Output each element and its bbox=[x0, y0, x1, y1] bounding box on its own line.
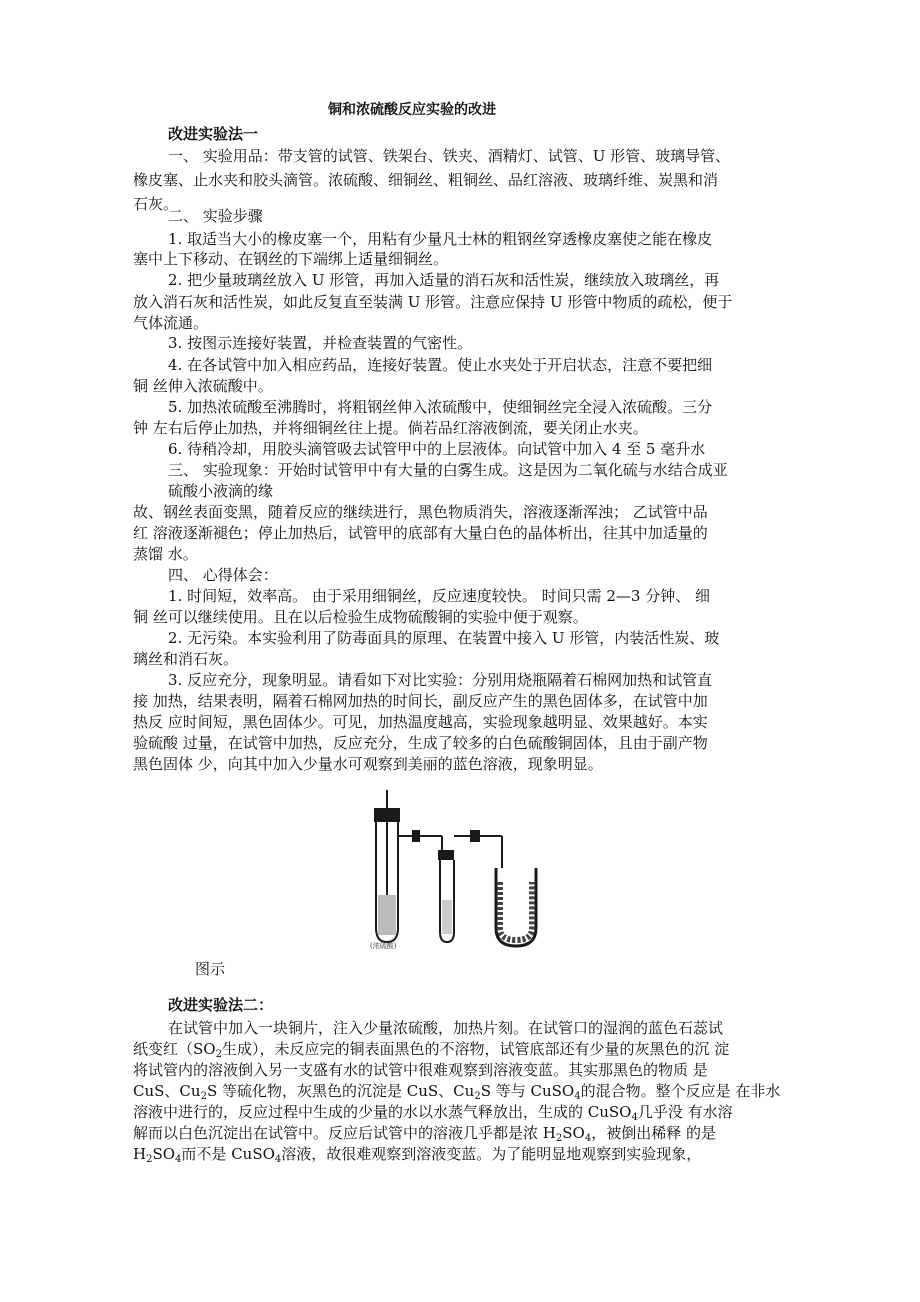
text-line: CuS、$Cu_2S$ 等硫化物，灰黑色的沉淀是 CuS、$Cu_2S$ 等与 CuSO$_4$的混合物。整个反应是 在非水 bbox=[133, 1082, 781, 1102]
text-line: 验硫酸 过量，在试管中加热，反应充分，生成了较多的白色硫酸铜固体，且由于副产物 bbox=[133, 734, 708, 752]
method2-heading: 改进实验法二： bbox=[168, 996, 274, 1014]
text-line: 4. 在各试管中加入相应药品，连接好装置。使止水夹处于开启状态，注意不要把细 bbox=[168, 356, 713, 374]
text-line: $H_2SO_4$而不是 CuSO$_4$溶液，故很难观察到溶液变蓝。为了能明显地观察到实验现象， bbox=[133, 1145, 702, 1165]
text-line: 铜 丝伸入浓硫酸中。 bbox=[133, 377, 273, 395]
text-line: 2. 无污染。本实验利用了防毒面具的原理、在装置中接入 U 形管，内装活性炭、玻 bbox=[168, 629, 720, 647]
text-line: 将试管内的溶液倒入另一支盛有水的试管中很难观察到溶液变蓝。其实那黑色的物质 是 bbox=[133, 1061, 708, 1079]
method1-heading: 改进实验法一 bbox=[168, 125, 259, 143]
text-line: 1. 取适当大小的橡皮塞一个，用粘有少量凡士林的粗钢丝穿透橡皮塞使之能在橡皮 bbox=[168, 230, 713, 248]
clamp bbox=[412, 830, 420, 842]
text-line: 故、钢丝表面变黑，随着反应的继续进行，黑色物质消失，溶液逐渐浑浊； 乙试管中品 bbox=[133, 503, 708, 521]
text-line: 放入消石灰和活性炭，如此反复直至装满 U 形管。注意应保持 U 形管中物质的疏松，便于 bbox=[133, 293, 733, 311]
text-line: 璃丝和消石灰。 bbox=[133, 650, 239, 668]
text-line: 解而以白色沉淀出在试管中。反应后试管中的溶液几乎都是浓 $H_2SO_4$，被倒出稀释 的是 bbox=[133, 1124, 716, 1144]
text-line: 铜 丝可以继续使用。且在以后检验生成物硫酸铜的实验中便于观察。 bbox=[133, 608, 588, 626]
text-line: 纸变红（$SO_2$生成），未反应完的铜表面黑色的不溶物，试管底部还有少量的灰黑色的沉 淀 bbox=[133, 1040, 730, 1060]
text-line: 石灰。 bbox=[133, 195, 179, 213]
stopper-b bbox=[438, 850, 454, 860]
text-line: 蒸馏 水。 bbox=[133, 545, 198, 563]
text-line: 在试管中加入一块铜片，注入少量浓硫酸，加热片刻。在试管口的湿润的蓝色石蕊试 bbox=[168, 1019, 724, 1037]
text-line: 一、 实验用品：带支管的试管、铁架台、铁夹、酒精灯、试管、U 形管、玻璃导管、 bbox=[168, 147, 731, 165]
text-line: 橡皮塞、止水夹和胶头滴管。浓硫酸、细铜丝、粗铜丝、品红溶液、玻璃纤维、炭黑和消 bbox=[133, 171, 719, 189]
document-title: 铜和浓硫酸反应实验的改进 bbox=[328, 102, 496, 118]
text-line: 2. 把少量玻璃丝放入 U 形管，再加入适量的消石灰和活性炭，继续放入玻璃丝，再 bbox=[168, 271, 720, 289]
apparatus-diagram bbox=[350, 790, 580, 950]
acid-liquid bbox=[378, 895, 396, 935]
text-line: 钟 左右后停止加热，并将细铜丝往上提。倘若品红溶液倒流，要关闭止水夹。 bbox=[133, 419, 648, 437]
text-line: 红 溶液逐渐褪色；停止加热后，试管甲的底部有大量白色的晶体析出，往其中加适量的 bbox=[133, 524, 708, 542]
text-line: 5. 加热浓硫酸至沸腾时，将粗钢丝伸入浓硫酸中，使细铜丝完全浸入浓硫酸。三分 bbox=[168, 398, 713, 416]
text-line: 3. 反应充分，现象明显。请看如下对比实验：分别用烧瓶隔着石棉网加热和试管直 bbox=[168, 671, 713, 689]
figure-caption: 图示 bbox=[195, 960, 226, 978]
text-line: 溶液中进行的，反应过程中生成的少量的水以水蒸气释放出，生成的 CuSO$_4$几乎没 有水溶 bbox=[133, 1103, 733, 1123]
text-line: 热反 应时间短，黑色固体少。可见，加热温度越高，实验现象越明显、效果越好。本实 bbox=[133, 713, 708, 731]
text-line: 气体流通。 bbox=[133, 314, 209, 332]
text-line: 三、 实验现象：开始时试管甲中有大量的白雾生成。这是因为二氧化硫与水结合成亚 bbox=[168, 461, 728, 479]
text-line: 接 加热，结果表明，隔着石棉网加热的时间长，副反应产生的黑色固体多，在试管中加 bbox=[133, 692, 708, 710]
text-line: 3. 按图示连接好装置，并检查装置的气密性。 bbox=[168, 334, 473, 352]
text-line: 硫酸小液滴的缘 bbox=[168, 482, 274, 500]
figure-label: (浓硫酸) bbox=[370, 942, 397, 950]
text-line: 二、 实验步骤 bbox=[168, 207, 263, 225]
text-line: 6. 待稍冷却，用胶头滴管吸去试管甲中的上层液体。向试管中加入 4 至 5 毫升水 bbox=[168, 440, 706, 458]
text-line: 黑色固体 少，向其中加入少量水可观察到美丽的蓝色溶液，现象明显。 bbox=[133, 755, 603, 773]
text-line: 1. 时间短，效率高。 由于采用细铜丝，反应速度较快。 时间只需 2—3 分钟、 细 bbox=[168, 587, 711, 605]
text-line: 塞中上下移动、在钢丝的下端绑上适量细铜丝。 bbox=[133, 250, 449, 268]
text-line: 四、 心得体会： bbox=[168, 566, 278, 584]
